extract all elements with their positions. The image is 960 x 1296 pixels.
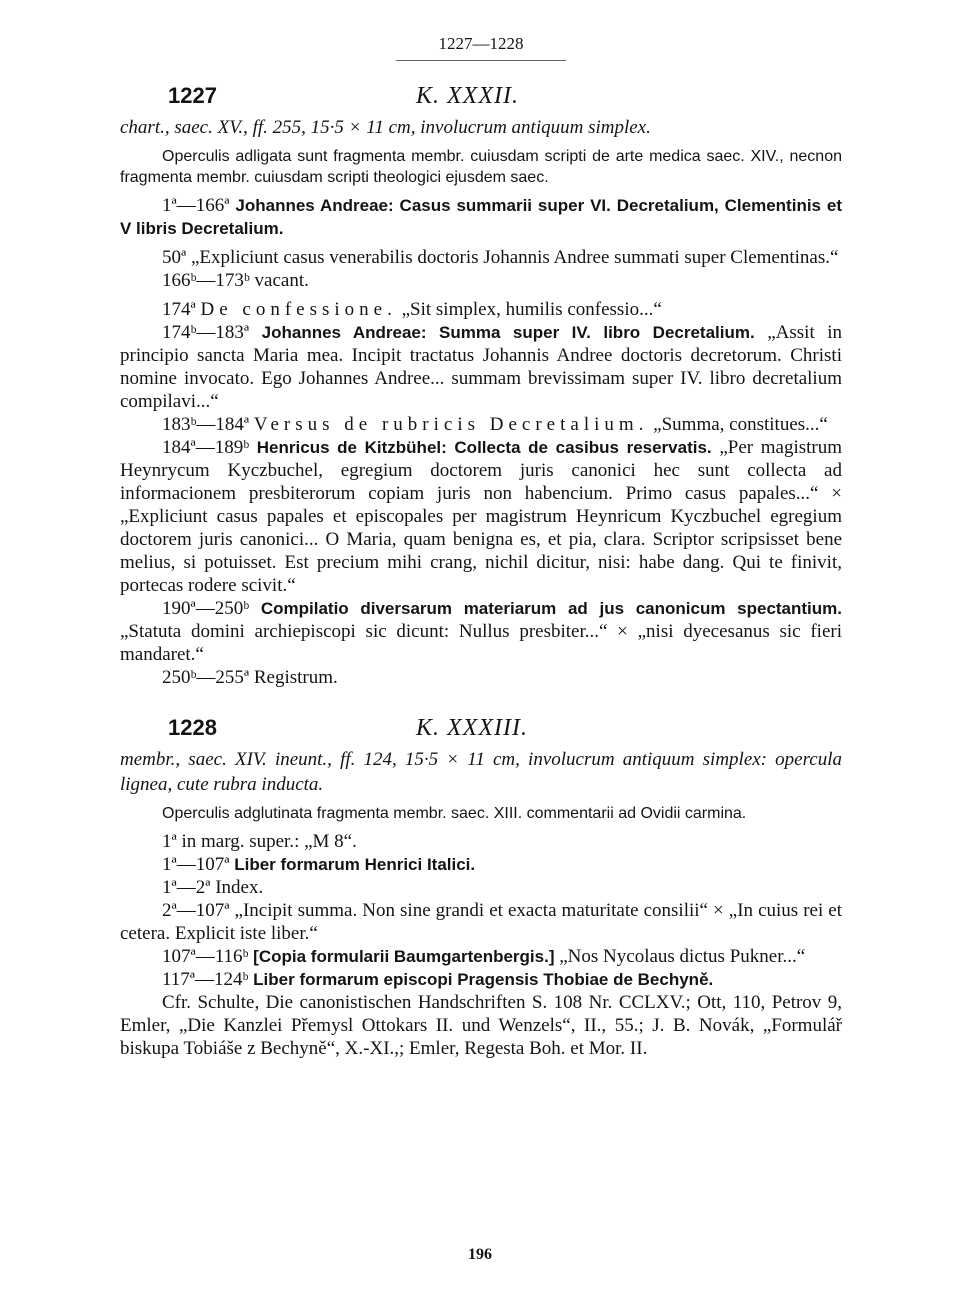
manuscript-description: membr., saec. XIV. ineunt., ff. 124, 15·5 × 11 cm, involucrum antiquum simplex: opercula lignea, cute rubra inducta. [120, 749, 842, 795]
item-text: Index. [215, 877, 264, 898]
spaced-title: De confessione. [200, 299, 397, 320]
folio-ref: 184ª—189ᵇ [162, 437, 250, 458]
entry-1228-header [120, 715, 842, 747]
item-7 [120, 436, 842, 597]
item-4 [120, 298, 842, 321]
page-body [120, 0, 842, 1060]
item-title: Henricus de Kitzbühel: Collecta de casibus reservatis. [256, 438, 712, 457]
folio-ref: 250ᵇ—255ª [162, 667, 250, 688]
item-text: „Assit in principio sancta Maria mea. Incipit tractatus Johannis Andree doctoris decretorum. Christi nomine invocato. Ego Johannes Andree... summam brevissimam super IV. libro decretalium compilavi...“ [120, 322, 843, 412]
running-head: 1227—1228 [438, 34, 524, 53]
item-text: in marg. super.: „M 8“. [181, 831, 357, 852]
item-6 [120, 413, 842, 436]
item-text: Registrum. [253, 667, 338, 688]
item-title: Johannes Andreae: Casus summarii super VI. Decretalium, Clementinis et V libris Decretalium. [120, 196, 842, 238]
item-3 [120, 269, 842, 292]
item-3 [120, 876, 842, 899]
folio-ref: 174ª [162, 299, 196, 320]
item-title: [Copia formularii Baumgartenbergis.] [253, 947, 555, 966]
folio-ref: 107ª—116ᵇ [162, 946, 249, 967]
item-text: „Per magistrum Heynrycum Kyczbuchel, egregium doctorem juris canonici hec sunt collecta ad informacionem presbiterorum copiam juris non habencium. Primo casus papales...“ × „Expliciunt casus papales et episcopales per magistrum Heynricum Kyczbuchel egregium doctorem juris canonici... O Maria, quam benigna es, et pia, clara. Scriptor scripsisset bene melius, si potuisset. Est precium mihi crang, nichil dicitur, nisi: habe dang. Qui te finivit, portecas rodere scivit.“ [120, 437, 842, 596]
folio-ref: 1ª—166ª [162, 195, 230, 216]
item-text: „Statuta domini archiepiscopi sic dicunt: Nullus presbiter...“ × „nisi dyecesanus sic fieri mandaret.“ [120, 621, 842, 665]
folio-ref: 190ª—250ᵇ [162, 598, 250, 619]
item-5 [120, 321, 842, 413]
entry-number: 1227 [168, 83, 217, 108]
item-text: „Nos Nycolaus dictus Pukner...“ [559, 946, 806, 967]
entry-number: 1228 [168, 715, 217, 740]
manuscript-description: chart., saec. XV., ff. 255, 15·5 × 11 cm, involucrum antiquum simplex. [120, 117, 651, 138]
literature-note: Cfr. Schulte, Die canonistischen Handschriften S. 108 Nr. CCLXV.; Ott, 110, Petrov 9, Emler, „Die Kanzlei Přemysl Ottokars II. und Wenzels“, II., 55.; J. B. Novák, „Formulář biskupa Tobiáše z Bechyně“, X.-XI.,; Emler, Regesta Boh. et Mor. II. [120, 992, 842, 1059]
item-6 [120, 968, 842, 991]
folio-ref: 2ª—107ª [162, 900, 230, 921]
folio-ref: 174ᵇ—183ª [162, 322, 250, 343]
shelf-mark: K. XXXIII. [416, 715, 528, 741]
spaced-title: Versus de rubricis Decretalium. [253, 414, 649, 435]
folio-ref: 50ª [162, 247, 187, 268]
item-4 [120, 899, 842, 945]
binding-note: Operculis adglutinata fragmenta membr. saec. XIII. commentarii ad Ovidii carmina. [162, 805, 747, 822]
folio-ref: 117ª—124ᵇ [162, 969, 249, 990]
item-9 [120, 666, 842, 689]
item-title: Liber formarum Henrici Italici. [234, 855, 476, 874]
item-2 [120, 246, 842, 269]
header-rule [396, 60, 566, 61]
item-2 [120, 853, 842, 876]
folio-ref: 166ᵇ—173ᵇ [162, 270, 250, 291]
item-title: Liber formarum episcopi Pragensis Thobiae de Bechyně. [253, 970, 714, 989]
item-text: „Sit simplex, humilis confessio...“ [401, 299, 662, 320]
folio-ref: 1ª—107ª [162, 854, 230, 875]
item-text: „Summa, constitues...“ [653, 414, 828, 435]
item-title: Johannes Andreae: Summa super IV. libro Decretalium. [261, 323, 755, 342]
shelf-mark: K. XXXII. [416, 83, 519, 109]
item-text: vacant. [254, 270, 309, 291]
item-1 [120, 194, 842, 240]
item-5 [120, 945, 842, 968]
item-1 [120, 830, 842, 853]
binding-note: Operculis adligata sunt fragmenta membr. cuiusdam scripti de arte medica saec. XIV., necnon fragmenta membr. cuiusdam scripti theologici ejusdem saec. [120, 148, 842, 186]
item-8 [120, 597, 842, 666]
entry-1227-header [120, 83, 842, 115]
item-text: „Expliciunt casus venerabilis doctoris Johannis Andree summati super Clementinas.“ [191, 247, 839, 268]
page-number: 196 [468, 1246, 492, 1263]
folio-ref: 183ᵇ—184ª [162, 414, 250, 435]
folio-ref: 1ª—2ª [162, 877, 211, 898]
item-title: Compilatio diversarum materiarum ad jus canonicum spectantium. [260, 599, 843, 618]
item-text: „Incipit summa. Non sine grandi et exacta maturitate consilii“ × „In cuius rei et cetera. Explicit iste liber.“ [120, 900, 843, 944]
folio-ref: 1ª [162, 831, 177, 852]
